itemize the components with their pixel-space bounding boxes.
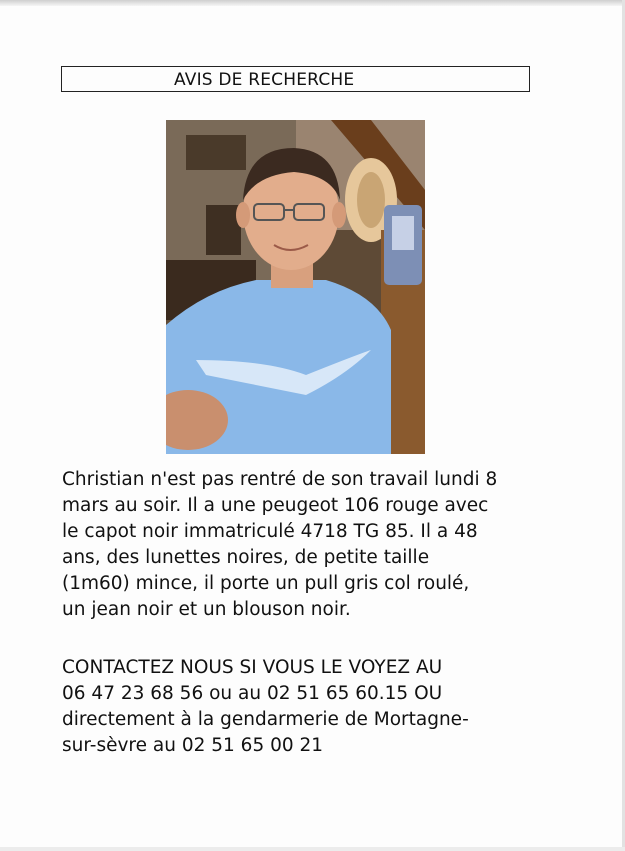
missing-person-photo xyxy=(166,120,425,454)
photo-hat-band xyxy=(357,172,385,228)
photo-ear-left xyxy=(236,202,250,228)
photo-shelf-item xyxy=(186,135,246,170)
contact-line: 06 47 23 68 56 ou au 02 51 65 60.15 OU xyxy=(62,683,443,704)
photo-ear-right xyxy=(332,202,346,228)
description-line: le capot noir immatriculé 4718 TG 85. Il a 48 xyxy=(62,521,478,542)
description-line: mars au soir. Il a une peugeot 106 rouge avec xyxy=(62,495,489,516)
contact-line: CONTACTEZ NOUS SI VOUS LE VOYEZ AU xyxy=(62,657,443,678)
description-line: Christian n'est pas rentré de son travail lundi 8 xyxy=(62,469,498,490)
photo-illustration xyxy=(166,120,425,454)
title-box xyxy=(61,66,530,92)
photo-phone-screen xyxy=(392,216,414,250)
description-paragraph xyxy=(62,467,552,623)
contact-line: directement à la gendarmerie de Mortagne- xyxy=(62,709,469,730)
contact-line: sur-sèvre au 02 51 65 00 21 xyxy=(62,735,324,756)
scan-edge-bottom xyxy=(0,847,625,851)
page-title: AVIS DE RECHERCHE xyxy=(174,70,355,90)
photo-frame xyxy=(206,205,241,255)
description-line: un jean noir et un blouson noir. xyxy=(62,599,351,620)
contact-paragraph xyxy=(62,655,562,759)
description-line: (1m60) mince, il porte un pull gris col roulé, xyxy=(62,573,470,594)
description-line: ans, des lunettes noires, de petite taille xyxy=(62,547,430,568)
scan-edge-top xyxy=(0,0,625,6)
